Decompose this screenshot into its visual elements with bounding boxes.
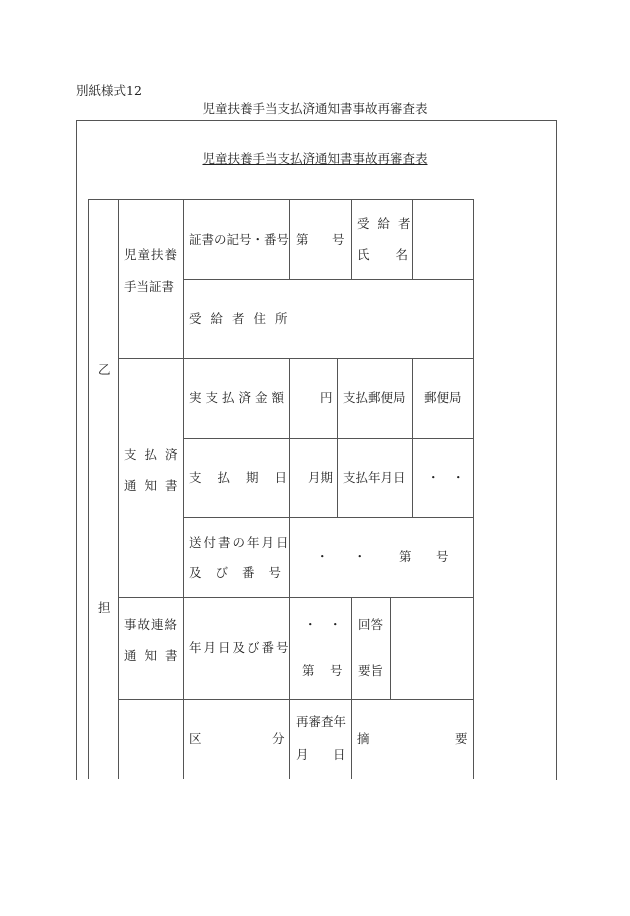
col-line [289,199,290,279]
row-line [183,438,474,439]
send-doc-label-line2: 及び番号 [189,565,296,580]
box-top-border [76,120,557,121]
recipient-name-label-line2: 氏名 [357,247,435,262]
cert-number-suffix: 号 [332,232,345,247]
box-title: 児童扶養手当支払済通知書事故再審査表 [202,151,428,166]
row-line [118,699,474,700]
col-line [351,199,352,279]
send-doc-date[interactable]: ・ ・ [316,549,367,564]
review-date-line2-left: 月 [296,747,309,762]
amount-label: 実支払済金額 [189,390,289,405]
recipient-name-label-line1: 受給者 [357,216,419,231]
amount-unit: 円 [320,390,333,405]
side-label-top: 乙 [98,362,111,377]
category-label-right: 分 [272,731,285,746]
row-line [118,358,474,359]
row-line [118,597,474,598]
pay-date-value[interactable]: ・ ・ [427,470,465,485]
col-line [412,358,413,518]
date-value[interactable]: ・ ・ [304,617,342,632]
no-suffix: 号 [330,663,343,678]
reply-label-line1: 回答 [358,617,384,632]
send-doc-no-prefix: 第 [399,549,412,564]
section2-label-line2: 通知書 [124,478,186,493]
category-label-left: 区 [189,731,202,746]
row-line [183,279,474,280]
summary-label-right: 要 [455,731,468,746]
col-line [351,597,352,779]
cert-number-label: 証書の記号・番号 [189,232,290,247]
reply-label-line2: 要旨 [358,663,384,678]
col-line [289,597,290,779]
no-prefix: 第 [302,663,315,678]
col-line [337,358,338,518]
cert-number-prefix: 第 [296,232,309,247]
section1-label-line2: 手当証書 [124,279,175,294]
side-label-bottom: 担 [98,600,111,615]
page-title: 児童扶養手当支払済通知書事故再審査表 [202,101,428,116]
send-doc-label-line1: 送付書の年月日 [189,535,291,550]
section2-label-line1: 支払済 [124,447,186,462]
summary-label-left: 摘 [357,731,370,746]
form-number: 別紙様式12 [76,83,142,98]
post-office-label: 支払郵便局 [343,390,406,405]
period-label: 支払期日 [189,470,304,485]
section3-label-line2: 通知書 [124,648,186,663]
col-line [289,358,290,518]
col-line [390,597,391,699]
date-no-label: 年月日及び番号 [189,640,291,655]
review-date-line2-right: 日 [333,747,346,762]
recipient-address-label: 受給者住所 [189,311,297,326]
period-unit: 月期 [308,470,334,485]
section1-label-line1: 児童扶養 [124,247,179,262]
review-date-line1: 再審査年 [296,714,347,729]
post-office-suffix: 郵便局 [424,390,462,405]
send-doc-no-suffix: 号 [436,549,449,564]
col-line [412,199,413,279]
col-line [118,199,119,779]
col-line [473,199,474,779]
row-line [183,517,474,518]
col-line [289,517,290,597]
box-right-border [556,120,557,780]
row-line [88,199,474,200]
col-line [88,199,89,779]
pay-date-label: 支払年月日 [343,470,406,485]
section3-label-line1: 事故連絡 [124,617,179,632]
box-left-border [76,120,77,780]
